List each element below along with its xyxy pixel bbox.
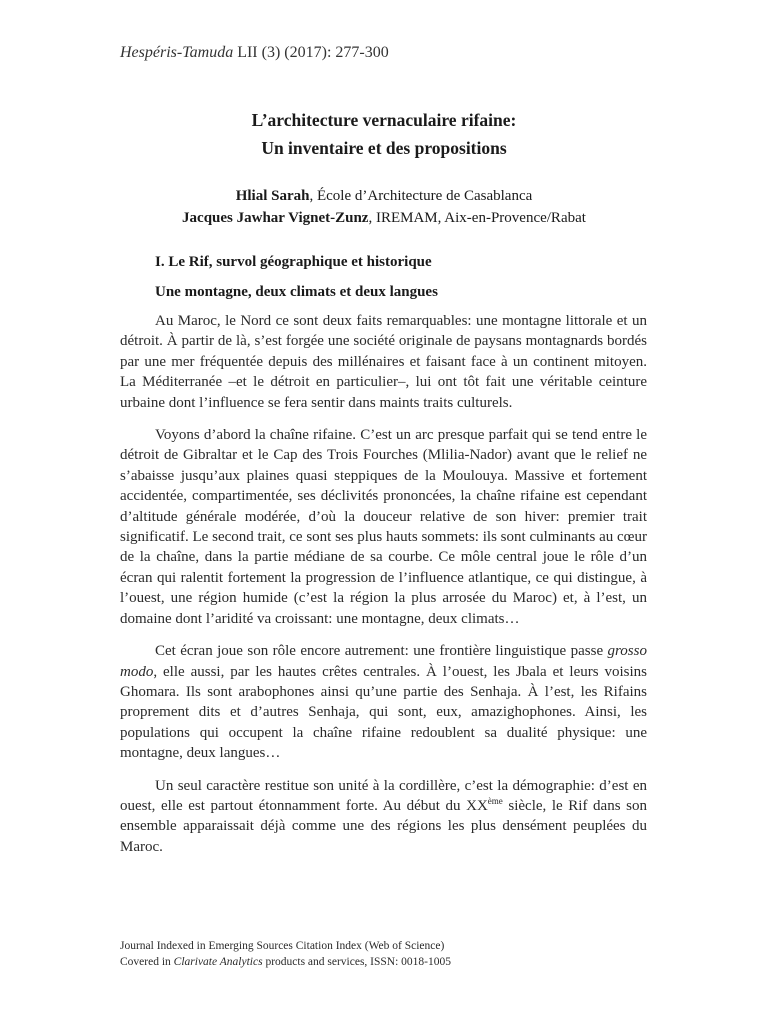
paragraph-4 (120, 776, 647, 858)
paragraph-3-italic: grosso modo (120, 643, 647, 680)
footer-line-2-text-a: Covered in (120, 956, 174, 968)
paragraph-4-text-b: siècle, le Rif dans son ensemble apparaissait déjà comme une des régions les plus densément peuplées du Maroc. (120, 797, 647, 855)
author-2-affiliation: , IREMAM, Aix-en-Provence/Rabat (368, 210, 586, 226)
section-heading: I. Le Rif, survol géographique et historique (155, 254, 432, 270)
paragraph-4-text-a: Un seul caractère restitue son unité à la cordillère, c’est la démographie: d’est en ouest, elle est partout étonnamment forte. Au début du XX (120, 777, 647, 814)
footer-line-2-text-b: products and services, ISSN: 0018-1005 (262, 956, 452, 968)
paragraph-2: Voyons d’abord la chaîne rifaine. C’est un arc presque parfait qui se tend entre le détroit de Gibraltar et le Cap des Trois Fourches (Mlilia-Nador) avant que le relief ne s’abaisse jusqu’aux plaines quasi steppiques de la Moulouya. Massive et fortement accidentée, compartimentée, ses déclivités prononcées, la chaîne rifaine est cependant d’altitude générale modérée, d’où la douceur relative de son hiver: premier trait significatif. Le second trait, ce sont ses plus hauts sommets: ils sont culminants au cœur de la chaîne, dans la partie médiane de sa courbe. Ce môle central joue le rôle d’un écran qui ralentit fortement la progression de l’influence atlantique, ce qui distingue, à l’ouest, une région humide (c’est la région la plus arrosée du Maroc) et, à l’est, un domaine dont l’aridité va croissant: une montagne, deux climats… (120, 427, 647, 627)
author-1 (0, 185, 768, 207)
footer-line-2 (120, 954, 451, 970)
author-1-affiliation: , École d’Architecture de Casablanca (309, 188, 533, 204)
paragraph-1: Au Maroc, le Nord ce sont deux faits remarquables: une montagne littorale et un détroit. À partir de là, s’est forgée une société originale de paysans montagnards bordés par une mer fréquentée depuis des millénaires et faisant face à un continent mitoyen. La Méditerranée –et le détroit en particulier–, lui ont tôt fait une véritable ceinture urbaine dont l’influence se fera sentir dans maints traits culturels. (120, 313, 647, 411)
author-2-name: Jacques Jawhar Vignet-Zunz (182, 210, 369, 226)
footer-line-2-italic: Clarivate Analytics (173, 956, 263, 968)
page-footer (120, 938, 451, 970)
paragraph-3-text-b: , elle aussi, par les hautes crêtes centrales. À l’ouest, les Jbala et leurs voisins Ghomara. Ils sont arabophones ainsi qu’une partie des Senhaja. À l’est, les Rifains proprement dits et d’autres Senhaja, qui sont, eux, amazighophones. Ainsi, les populations qui occupent la chaîne rifaine redoublent sa dualité physique: une montagne, deux langues… (120, 663, 647, 762)
title-line-1: L’architecture vernaculaire rifaine: (251, 110, 517, 130)
paragraph-3-text-a: Cet écran joue son rôle encore autrement: une frontière linguistique passe (155, 643, 608, 660)
author-block (0, 185, 768, 229)
journal-name: Hespéris-Tamuda (120, 44, 234, 61)
author-2 (0, 207, 768, 229)
paragraph-3 (120, 641, 647, 763)
author-1-name: Hlial Sarah (235, 188, 310, 204)
paragraph-4-superscript: ème (487, 795, 503, 806)
journal-reference: LII (3) (2017): 277-300 (237, 44, 389, 61)
footer-line-1: Journal Indexed in Emerging Sources Citation Index (Web of Science) (120, 940, 445, 952)
article-body (120, 311, 647, 869)
journal-citation (120, 44, 389, 62)
article-title (0, 106, 768, 162)
title-line-2: Un inventaire et des propositions (261, 138, 507, 158)
subsection-heading: Une montagne, deux climats et deux langues (155, 284, 438, 300)
